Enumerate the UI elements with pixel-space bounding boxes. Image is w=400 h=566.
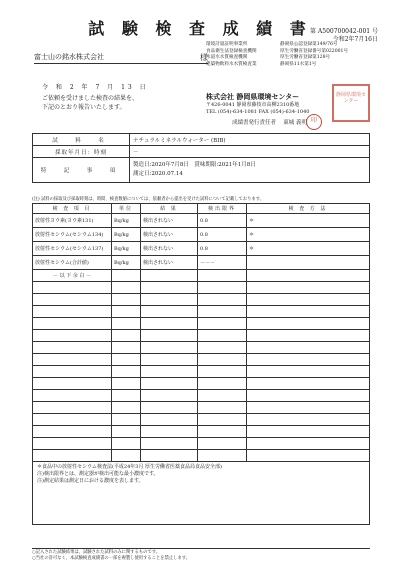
footer-notes: [32, 548, 370, 562]
result-method: ＊: [247, 242, 370, 256]
result-item: 放射性ヨウ素(ヨウ素131): [33, 214, 112, 228]
result-limit: 0.8: [198, 242, 247, 256]
signer-name: 東城 義明: [283, 120, 308, 126]
table-row: [33, 242, 370, 256]
sample-name-value: ナチュラルミネラルウォーター (BIB): [130, 134, 370, 146]
blank-row: [33, 438, 370, 450]
result-limit: 0.8: [198, 228, 247, 242]
results-notes: [33, 462, 370, 525]
result-method: ＊: [247, 228, 370, 242]
document-title: 試 験 検 査 成 績 書: [88, 19, 312, 38]
blank-row: [33, 390, 370, 402]
contact-line: TEL (054)-634-1081 FAX (054)-634-1040: [206, 109, 310, 115]
header-method: 検 査 方 法: [247, 204, 370, 214]
report-date: 令 和 2 年 7 月 13 日: [42, 84, 149, 91]
intro-line: ご依頼を受けました検査の結果を、: [42, 95, 139, 102]
header-result: 結 果: [141, 204, 198, 214]
address-line: 〒426-0041 静岡県藤枝市高柳2310番地: [206, 102, 300, 108]
signer-role: 成績書発行責任者: [232, 120, 277, 126]
result-method: ＊: [247, 214, 370, 228]
blank-row: [33, 450, 370, 462]
header-item: 検 査 項 目: [33, 204, 112, 214]
result-value: 検出されない: [141, 228, 198, 242]
registration-value: 厚生労働省登録第128号: [280, 55, 331, 61]
measurement-note: 注)測定結果は測定日における濃度を表します。: [37, 478, 144, 484]
blank-row: [33, 318, 370, 330]
sample-datetime-value: －: [130, 146, 370, 158]
method-note: ＊食品中の放射性セシウム検査法(平成24年3月 厚生労働省医薬食品局食品安全部): [37, 464, 222, 470]
registration-label: 環境計量証明事業所: [206, 42, 248, 47]
header-unit: 単位: [112, 204, 141, 214]
registration-value: 静岡県公認登録第149/76号: [280, 42, 338, 47]
result-limit: 0.8: [198, 214, 247, 228]
intro-text: [42, 94, 192, 112]
table-row: [33, 256, 370, 270]
table-row: [33, 228, 370, 242]
result-value: 検出されない: [141, 256, 198, 270]
registration-row: [206, 55, 376, 62]
blank-row: [33, 366, 370, 378]
result-limit: －－－: [198, 256, 247, 270]
sample-table-note: (注) 試料の採取及び採取時刻は、時間、検査数値については、依頼者から提出を受けた試料について記載しております。: [32, 197, 264, 202]
blank-row: [33, 306, 370, 318]
company-address: [206, 102, 309, 116]
results-notes-row: [33, 462, 370, 525]
blank-row: [33, 294, 370, 306]
blank-row: [33, 426, 370, 438]
registration-row: [206, 42, 376, 49]
results-header-row: [33, 204, 370, 214]
registration-row: [206, 62, 376, 69]
result-method: [247, 256, 370, 270]
blank-row: [33, 354, 370, 366]
result-item: 放射性セシウム(セシウム134): [33, 228, 112, 242]
registration-label: 食品衛生法登録検査機関: [206, 48, 257, 54]
results-table: [32, 203, 370, 525]
result-value: 検出されない: [141, 242, 198, 256]
company-name: 株式会社 静岡県環境センター: [206, 92, 300, 101]
personal-seal: 印: [306, 114, 322, 130]
remarks-line: 測定日:2020.07.14: [133, 171, 183, 177]
end-marker: － 以 下 余 白 －: [33, 270, 112, 282]
customer-honorific: 様: [200, 53, 208, 62]
table-row: [33, 270, 370, 282]
blank-row: [33, 330, 370, 342]
registration-label: 水道水水質検査機関: [206, 55, 248, 61]
limit-note: 注)検出限界とは、測定器が検出可能な最小濃度です。: [37, 471, 159, 477]
result-unit: Bq/kg: [112, 228, 141, 242]
sample-info-table: [32, 133, 370, 183]
sample-datetime-row: [33, 146, 370, 158]
customer-name: 富士山の銘水株式会社: [34, 53, 104, 61]
blank-row: [33, 402, 370, 414]
blank-row: [33, 342, 370, 354]
footer-note: ○当社の許可なく、本試験検査成績書の一部を複製し使用することを禁止します。: [32, 556, 191, 561]
blank-row: [33, 282, 370, 294]
sample-remarks-label: 特 記 事 項: [33, 158, 130, 183]
result-unit: Bq/kg: [112, 256, 141, 270]
sample-remarks-value: [130, 158, 370, 183]
intro-line: 下記のとおり報告いたします。: [42, 104, 126, 111]
blank-row: [33, 378, 370, 390]
signer: [232, 118, 307, 126]
sample-remarks-row: [33, 158, 370, 183]
customer-line: [34, 52, 208, 64]
result-item: 放射性セシウム(セシウム137): [33, 242, 112, 256]
result-unit: Bq/kg: [112, 242, 141, 256]
document-issue-date: 令和2年7月16日: [332, 36, 378, 43]
sample-name-label: 試 料 名: [33, 134, 130, 146]
registration-list: [206, 42, 376, 68]
footer-note: ○記入された試験結果は、試験された試料のみに関するものです。: [32, 550, 161, 555]
result-value: 検出されない: [141, 214, 198, 228]
registration-value: 厚生労働省登録番号第022001号: [280, 48, 349, 54]
table-row: [33, 214, 370, 228]
registration-label: 建築物飲料水水質検査業: [206, 61, 257, 67]
header-limit: 検出限界: [198, 204, 247, 214]
result-item: 放射性セシウム(合計値): [33, 256, 112, 270]
sample-datetime-label: 採取年月日：時刻: [33, 146, 130, 158]
remarks-line: 製造日:2020年7月8日 賞味期限:2021年1月8日: [133, 162, 256, 168]
blank-row: [33, 414, 370, 426]
company-seal: 静岡県環境センター: [332, 84, 370, 122]
registration-value: 静岡県11水第1号: [280, 61, 317, 67]
document-number: 第 A500700042-001 号: [310, 28, 378, 35]
sample-name-row: [33, 134, 370, 146]
result-unit: Bq/kg: [112, 214, 141, 228]
